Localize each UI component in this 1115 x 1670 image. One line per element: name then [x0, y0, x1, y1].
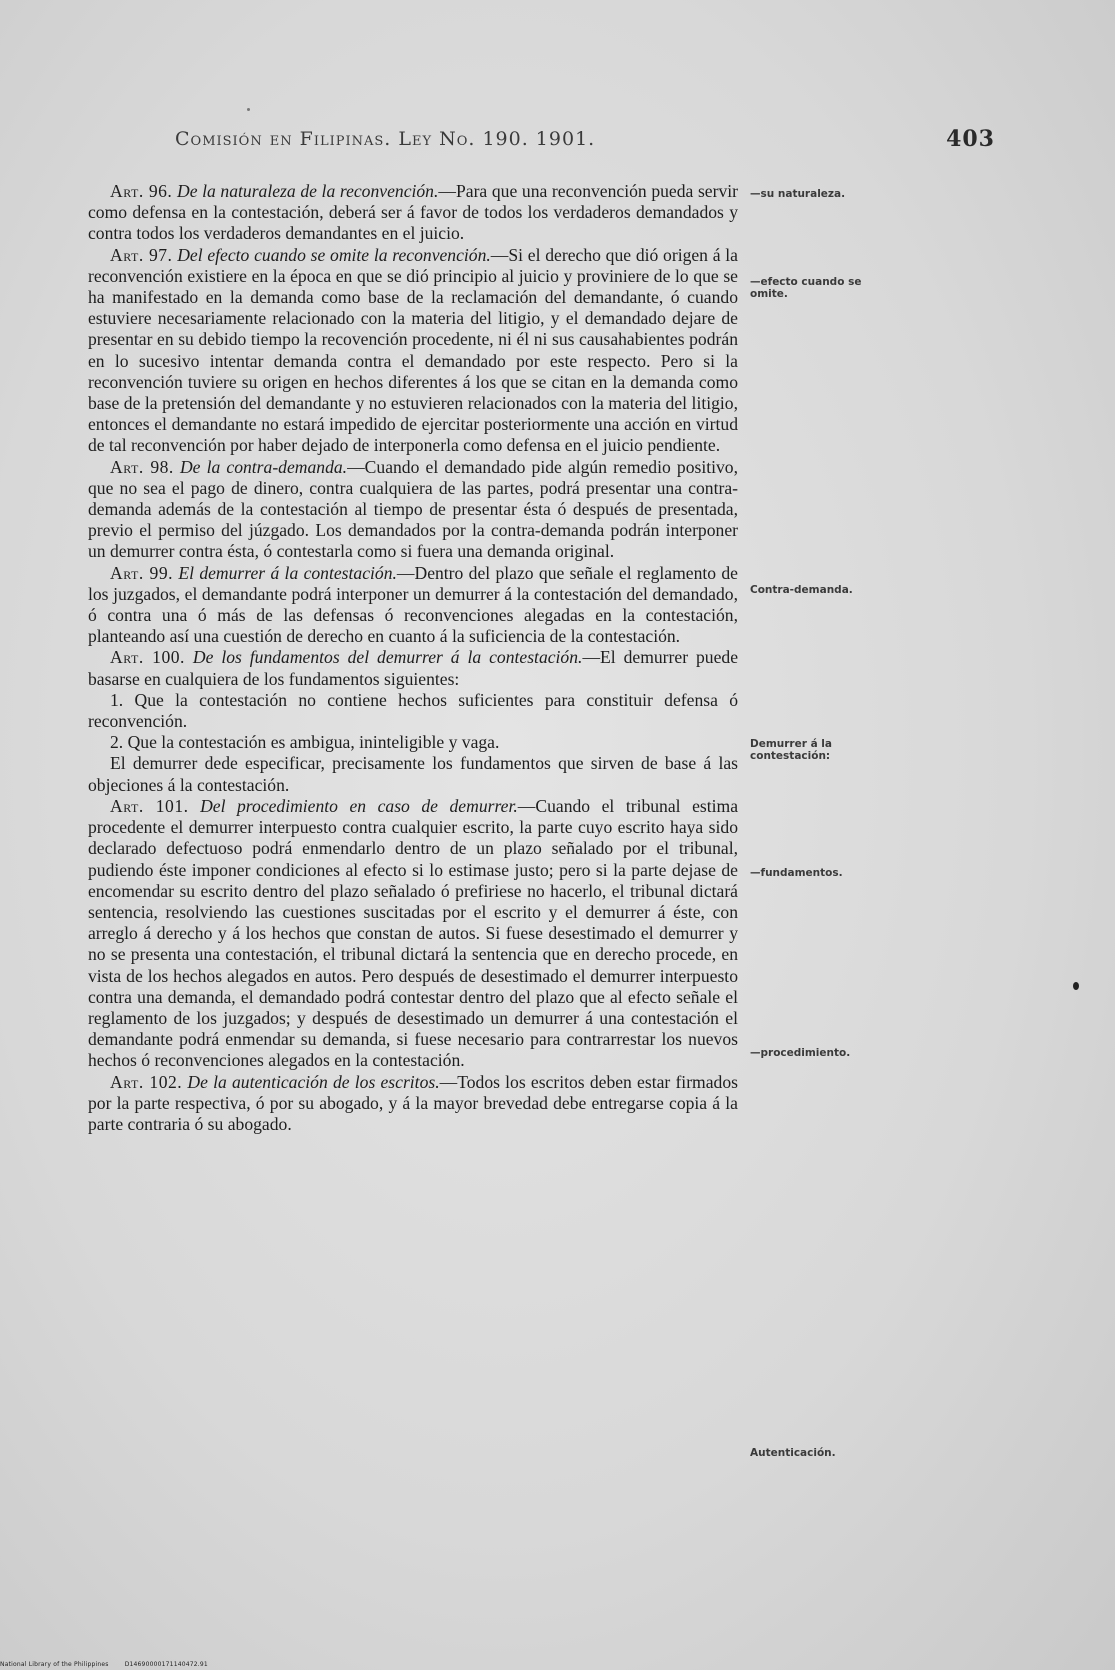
article-text: —Cuando el demandado pide algún remedio positivo, que no sea el pago de dinero, contra cualquiera de las partes, podrá presentar una contra-demanda además de la contestación al tiempo de presentar ésta ó después de presentada, previo el permiso del júzgado. Los demandados por la contra-demanda podrán interponer un demurrer contra ésta, ó contestarla como si fuera una demanda original.	[88, 456, 738, 562]
article-97	[88, 245, 738, 457]
article-text: —El demurrer puede basarse en cualquiera de los fundamentos siguientes:	[88, 647, 739, 689]
article-title: Del procedimiento en caso de demurrer.	[200, 795, 518, 816]
barcode-text: D14690000171140472.91	[124, 1661, 208, 1668]
article-list-item: 2. Que la contestación es ambigua, ininteligible y vaga.	[110, 732, 500, 753]
article-number: Art. 97.	[110, 244, 173, 265]
article-100	[88, 647, 738, 689]
article-title: De los fundamentos del demurrer á la contestación.	[192, 647, 583, 668]
library-credit: National Library of the Philippines	[0, 1661, 109, 1668]
article-number: Art. 99.	[110, 562, 174, 583]
article-96	[88, 181, 738, 245]
marginal-note: —procedimiento.	[750, 1047, 851, 1059]
article-102	[88, 1072, 738, 1136]
article-text: —Cuando el tribunal estima procedente el demurrer interpuesto contra cualquier escrito, la parte cuyo escrito haya sido declarado defectuoso podrá enmendarlo dentro de un plazo señalado por el tribunal, pudiendo éste imponer condiciones al efecto si lo estimase justo; pero si la parte dejase de encomendar su escrito dentro del plazo señalado ó prefiriese no hacerlo, el tribunal dictará sentencia, resolviendo las cuestiones suscitadas por el escrito y el demurrer á éste, con arreglo á derecho y á los hechos que constan de autos. Si fuese desestimado el demurrer y no se presenta una contestación, el tribunal dictará la sentencia que en derecho procede, en vista de los hechos alegados en autos. Pero después de desestimado el demurrer interpuesto contra una demanda, el demandado podrá contestar dentro del plazo que al efecto señale el reglamento de los juzgados; y después de desestimado un demurrer á una contestación el demandante podrá enmendar su demanda, si fuese necesario para contrarrestar los nuevos hechos ó reconvenciones alegados en la contestación.	[88, 795, 738, 1071]
article-list-item: 1. Que la contestación no contiene hechos suficientes para constituir defensa ó reconvención.	[88, 689, 738, 732]
scan-speck	[247, 108, 250, 111]
article-title: De la autenticación de los escritos.	[187, 1071, 440, 1092]
article-title: De la contra-demanda.	[179, 456, 348, 477]
article-number: Art. 98.	[110, 456, 174, 477]
article-98	[88, 457, 738, 563]
page-number: 403	[946, 126, 995, 152]
article-101	[88, 796, 738, 1072]
article-text: —Dentro del plazo que señale el reglamento de los juzgados, el demandante podrá interponer un demurrer á la contestación del demandado, ó contra una ó más de las defensas ó reconvenciones alegadas en la contestación, planteando así una cuestión de derecho en cuanto á la suficiencia de la contestación.	[88, 562, 738, 647]
page-header	[175, 126, 995, 156]
article-number: Art. 96.	[110, 181, 173, 201]
article-title: El demurrer á la contestación.	[178, 562, 397, 583]
article-text: —Todos los escritos deben estar firmados por la parte respectiva, ó por su abogado, y á la mayor brevedad debe entregarse copia á la parte contraria ó su abogado.	[88, 1071, 738, 1134]
scan-footer	[0, 1661, 222, 1668]
marginal-note: Contra-demanda.	[750, 584, 853, 596]
marginal-note: Autenticación.	[750, 1447, 836, 1459]
article-title: Del efecto cuando se omite la reconvención.	[177, 244, 491, 265]
article-text: —Si el derecho que dió origen á la reconvención existiere en la época en que se dió principio al juicio y proviniere de lo que se ha manifestado en la demanda como base de la reclamación del demandante, ó cuando estuviere necesariamente relacionado con la materia del litigio, y el demandado dejare de presentar en su debido tiempo la recovención procedente, ni él ni sus causahabientes podrán en lo sucesivo intentar demanda contra el demandado por este respecto. Pero si la reconvención tuviere su origen en hechos diferentes á los que se citan en la demanda como base de la pretensión del demandante y no estuvieren relacionados con la materia del litigio, entonces el demandante no estará impedido de ejercitar posteriormente una acción en virtud de tal reconvención por haber dejado de interponerla como defensa en el juicio pendiente.	[88, 244, 738, 456]
article-number: Art. 102.	[110, 1071, 183, 1092]
running-title: Comisión en Filipinas. Ley No. 190. 1901.	[175, 128, 596, 150]
article-99	[88, 563, 738, 648]
marginal-note: —su naturaleza.	[750, 188, 846, 200]
article-closing: El demurrer dede especificar, precisamente los fundamentos que sirven de base á las objeciones á la contestación.	[88, 753, 738, 795]
scan-speck	[1073, 982, 1079, 990]
article-number: Art. 100.	[110, 647, 185, 668]
body-text	[88, 181, 738, 1135]
article-title: De la naturaleza de la reconvención.	[176, 181, 439, 201]
article-number: Art. 101.	[110, 795, 189, 816]
marginal-note: —efecto cuando se omite.	[750, 276, 862, 300]
marginal-note: Demurrer á la contestación:	[750, 738, 832, 762]
marginal-note: —fundamentos.	[750, 867, 843, 879]
article-text: —Para que una reconvención pueda servir como defensa en la contestación, deberá ser á favor de todos los verdaderos demandados y contra todos los verdaderos demandantes en el juicio.	[88, 181, 739, 244]
